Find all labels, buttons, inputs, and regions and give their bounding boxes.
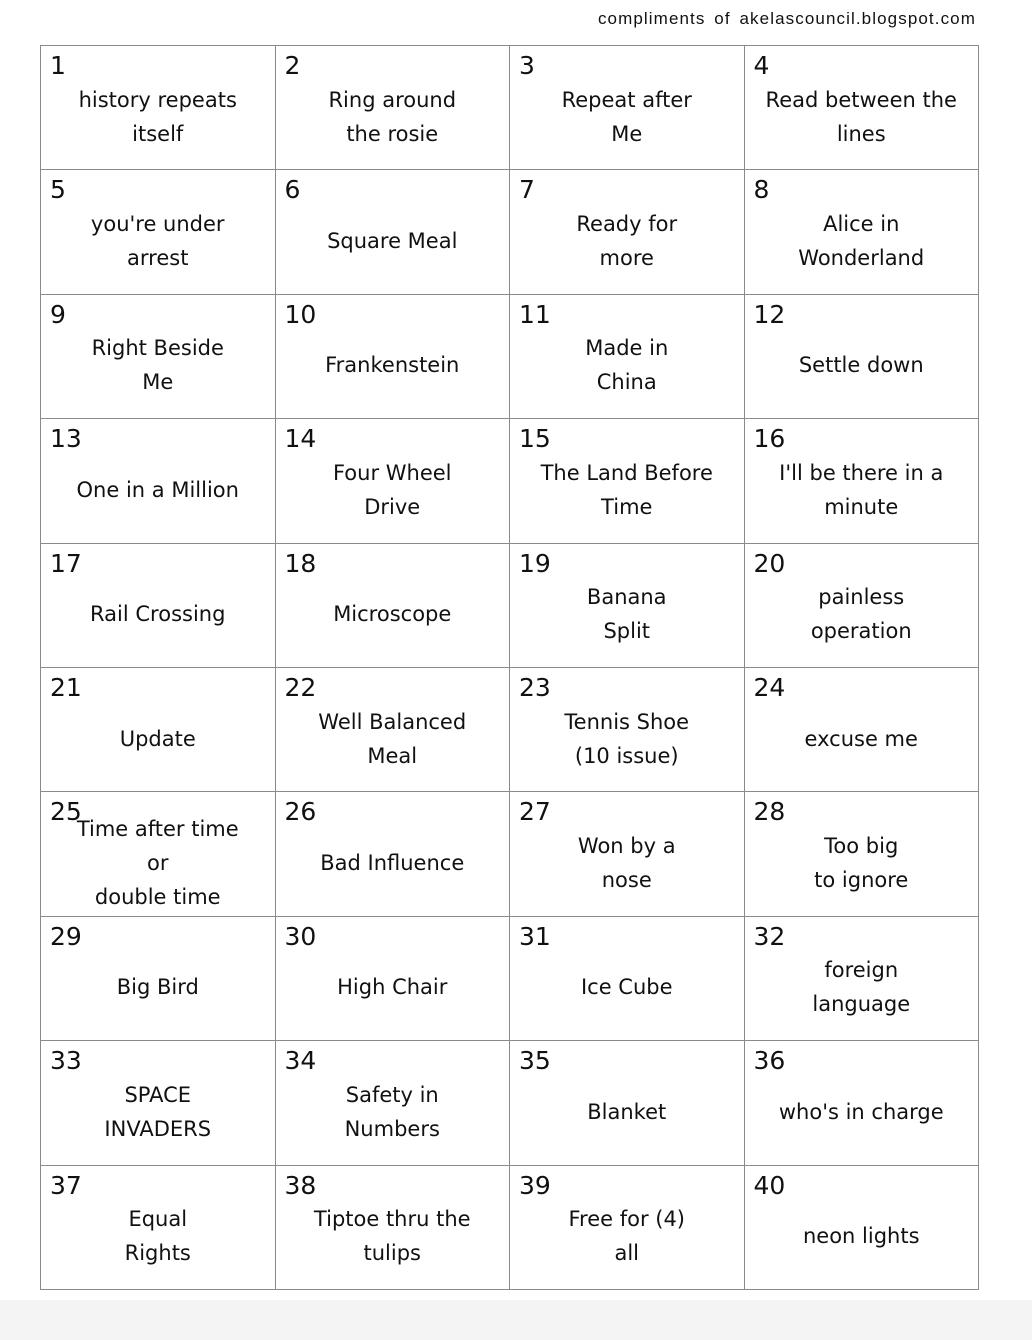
puzzle-number: 9 [50, 299, 66, 329]
puzzle-cell [41, 46, 276, 170]
puzzle-cell [41, 1166, 276, 1290]
puzzle-number: 36 [753, 1046, 786, 1076]
puzzle-cell [745, 1166, 980, 1290]
puzzle-cell [41, 917, 276, 1041]
puzzle-phrase: Settle down [798, 353, 924, 378]
puzzle-number: 12 [753, 299, 786, 329]
puzzle-cell [510, 792, 745, 916]
puzzle-cell [41, 170, 276, 294]
puzzle-cell [510, 668, 745, 792]
puzzle-phrase: Made in China [585, 336, 669, 395]
puzzle-phrase: Won by a nose [577, 834, 676, 893]
puzzle-phrase: SPACE INVADERS [104, 1082, 212, 1141]
puzzle-phrase: Read between the lines [765, 87, 957, 146]
puzzle-number: 26 [284, 797, 317, 827]
puzzle-number: 6 [284, 175, 301, 205]
credit-line: compliments of akelascouncil.blogspot.com [597, 9, 976, 28]
puzzle-number: 40 [753, 1170, 786, 1200]
puzzle-cell [510, 419, 745, 543]
puzzle-cell [41, 668, 276, 792]
puzzle-number: 16 [753, 424, 786, 454]
puzzle-phrase: neon lights [802, 1224, 920, 1249]
puzzle-phrase: Blanket [587, 1099, 667, 1124]
puzzle-phrase: Time after time or double time [76, 817, 239, 910]
puzzle-number: 35 [519, 1046, 551, 1076]
puzzle-number: 4 [753, 51, 770, 80]
puzzle-cell [276, 544, 511, 668]
puzzle-cell [276, 295, 511, 419]
puzzle-cell [41, 1041, 276, 1165]
puzzle-cell [41, 419, 276, 543]
puzzle-phrase: Safety in Numbers [344, 1082, 440, 1141]
puzzle-cell [745, 419, 980, 543]
puzzle-phrase: Frankenstein [325, 353, 460, 378]
puzzle-phrase: Well Balanced Meal [318, 709, 467, 768]
puzzle-phrase: excuse me [804, 726, 918, 751]
puzzle-phrase: Alice in Wonderland [798, 212, 925, 271]
puzzle-phrase: Ready for more [576, 212, 678, 271]
puzzle-phrase: Banana Split [586, 585, 667, 644]
puzzle-number: 18 [284, 548, 317, 578]
puzzle-cell [41, 792, 276, 916]
puzzle-cell [745, 170, 980, 294]
puzzle-number: 5 [50, 175, 66, 205]
puzzle-number: 13 [50, 424, 82, 454]
puzzle-number: 8 [753, 175, 770, 205]
puzzle-number: 22 [284, 673, 317, 702]
puzzle-number: 25 [50, 797, 82, 827]
puzzle-number: 32 [753, 921, 786, 951]
puzzle-number: 24 [753, 673, 786, 702]
puzzle-cell [276, 792, 511, 916]
puzzle-phrase: Update [119, 726, 196, 751]
puzzle-number: 10 [284, 299, 317, 329]
puzzle-cell [41, 544, 276, 668]
puzzle-cell [745, 295, 980, 419]
puzzle-grid [40, 45, 979, 1290]
puzzle-cell [276, 419, 511, 543]
puzzle-cell [276, 917, 511, 1041]
puzzle-phrase: Big Bird [116, 975, 199, 1000]
puzzle-cell [745, 1041, 980, 1165]
puzzle-number: 2 [284, 51, 301, 80]
puzzle-number: 19 [519, 548, 551, 578]
page-bottom-band [0, 1300, 1032, 1340]
puzzle-number: 31 [519, 921, 551, 951]
puzzle-cell [745, 668, 980, 792]
puzzle-phrase: The Land Before Time [540, 460, 713, 519]
puzzle-cell [510, 170, 745, 294]
puzzle-number: 1 [50, 51, 66, 80]
puzzle-number: 38 [284, 1170, 317, 1200]
puzzle-cell [510, 1041, 745, 1165]
puzzle-cell [745, 46, 980, 170]
puzzle-cell [745, 544, 980, 668]
puzzle-phrase: I'll be there in a minute [779, 460, 944, 519]
puzzle-number: 29 [50, 921, 82, 951]
puzzle-phrase: High Chair [337, 975, 448, 1000]
puzzle-cell [276, 1166, 511, 1290]
puzzle-cell [276, 1041, 511, 1165]
puzzle-phrase: One in a Million [76, 477, 239, 502]
puzzle-phrase: Free for (4) all [568, 1207, 686, 1266]
puzzle-phrase: Too big to ignore [814, 834, 909, 893]
puzzle-number: 15 [519, 424, 551, 454]
puzzle-cell [745, 792, 980, 916]
puzzle-cell [276, 170, 511, 294]
puzzle-cell [41, 295, 276, 419]
puzzle-number: 20 [753, 548, 786, 578]
puzzle-number: 23 [519, 673, 551, 702]
puzzle-number: 11 [519, 299, 551, 329]
puzzle-phrase: you're under arrest [90, 212, 225, 271]
puzzle-phrase: Equal Rights [124, 1207, 191, 1266]
puzzle-number: 17 [50, 548, 82, 578]
puzzle-number: 21 [50, 673, 82, 702]
puzzle-cell [510, 295, 745, 419]
puzzle-phrase: Four Wheel Drive [332, 460, 452, 519]
puzzle-number: 3 [519, 51, 535, 80]
puzzle-number: 30 [284, 921, 317, 951]
puzzle-phrase: Right Beside Me [91, 336, 224, 395]
puzzle-phrase: who's in charge [778, 1099, 944, 1124]
puzzle-number: 14 [284, 424, 317, 454]
puzzle-phrase: Tennis Shoe (10 issue) [564, 709, 690, 768]
puzzle-phrase: Ring around the rosie [328, 87, 457, 146]
puzzle-cell [510, 46, 745, 170]
puzzle-phrase: Tiptoe thru the tulips [313, 1207, 471, 1266]
puzzle-phrase: Microscope [333, 602, 452, 627]
puzzle-cell [510, 544, 745, 668]
puzzle-phrase: foreign language [812, 958, 911, 1017]
puzzle-phrase: Rail Crossing [90, 602, 226, 627]
puzzle-number: 7 [519, 175, 535, 205]
puzzle-number: 27 [519, 797, 551, 827]
puzzle-cell [745, 917, 980, 1041]
puzzle-phrase: history repeats itself [78, 87, 237, 146]
puzzle-number: 33 [50, 1046, 82, 1076]
puzzle-phrase: Ice Cube [580, 975, 673, 1000]
puzzle-phrase: painless operation [810, 585, 912, 644]
puzzle-cell [276, 668, 511, 792]
puzzle-phrase: Square Meal [327, 229, 458, 254]
puzzle-cell [510, 917, 745, 1041]
puzzle-number: 34 [284, 1046, 317, 1076]
puzzle-number: 37 [50, 1170, 82, 1200]
puzzle-cell [510, 1166, 745, 1290]
puzzle-number: 28 [753, 797, 786, 827]
puzzle-phrase: Repeat after Me [561, 87, 692, 146]
puzzle-number: 39 [519, 1170, 551, 1200]
puzzle-phrase: Bad Influence [320, 851, 465, 876]
puzzle-cell [276, 46, 511, 170]
